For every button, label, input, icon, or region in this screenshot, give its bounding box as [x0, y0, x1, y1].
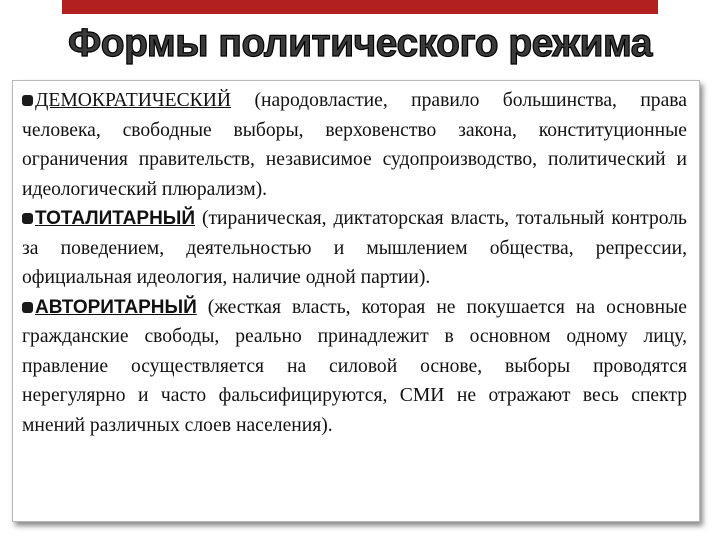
regime-description: (жесткая власть, которая не покушается на основные гражданские свободы, реально принадлежит в основном одному лицу, правление осуществляется на силовой основе, выборы проводятся нерегулярно и часто фальсифицируются, СМИ не отражают весь спектр мнений различных слоев населения).: [22, 296, 687, 436]
regime-item-authoritarian: [22, 293, 687, 441]
square-bullet-icon: [22, 213, 33, 224]
square-bullet-icon: [22, 95, 33, 106]
regime-item-totalitarian: [22, 204, 687, 293]
content-box: [12, 80, 700, 522]
slide-title: Формы политического режима: [67, 22, 653, 65]
regime-term: АВТОРИТАРНЫЙ: [35, 296, 197, 318]
regime-description: (народовластие, правило большинства, права человека, свободные выборы, верховенство закона, конституционные ограничения правительств, независимое судопроизводство, политический и идеологический плюрализм).: [22, 90, 687, 200]
regime-term: ТОТАЛИТАРНЫЙ: [35, 208, 196, 229]
regime-term: ДЕМОКРАТИЧЕСКИЙ: [35, 90, 232, 111]
regime-description: (тираническая, диктаторская власть, тотальный контроль за поведением, деятельностью и мышлением общества, репрессии, официальная идеология, наличие одной партии).: [22, 208, 687, 288]
square-bullet-icon: [22, 302, 33, 313]
regime-item-democratic: [22, 86, 687, 204]
